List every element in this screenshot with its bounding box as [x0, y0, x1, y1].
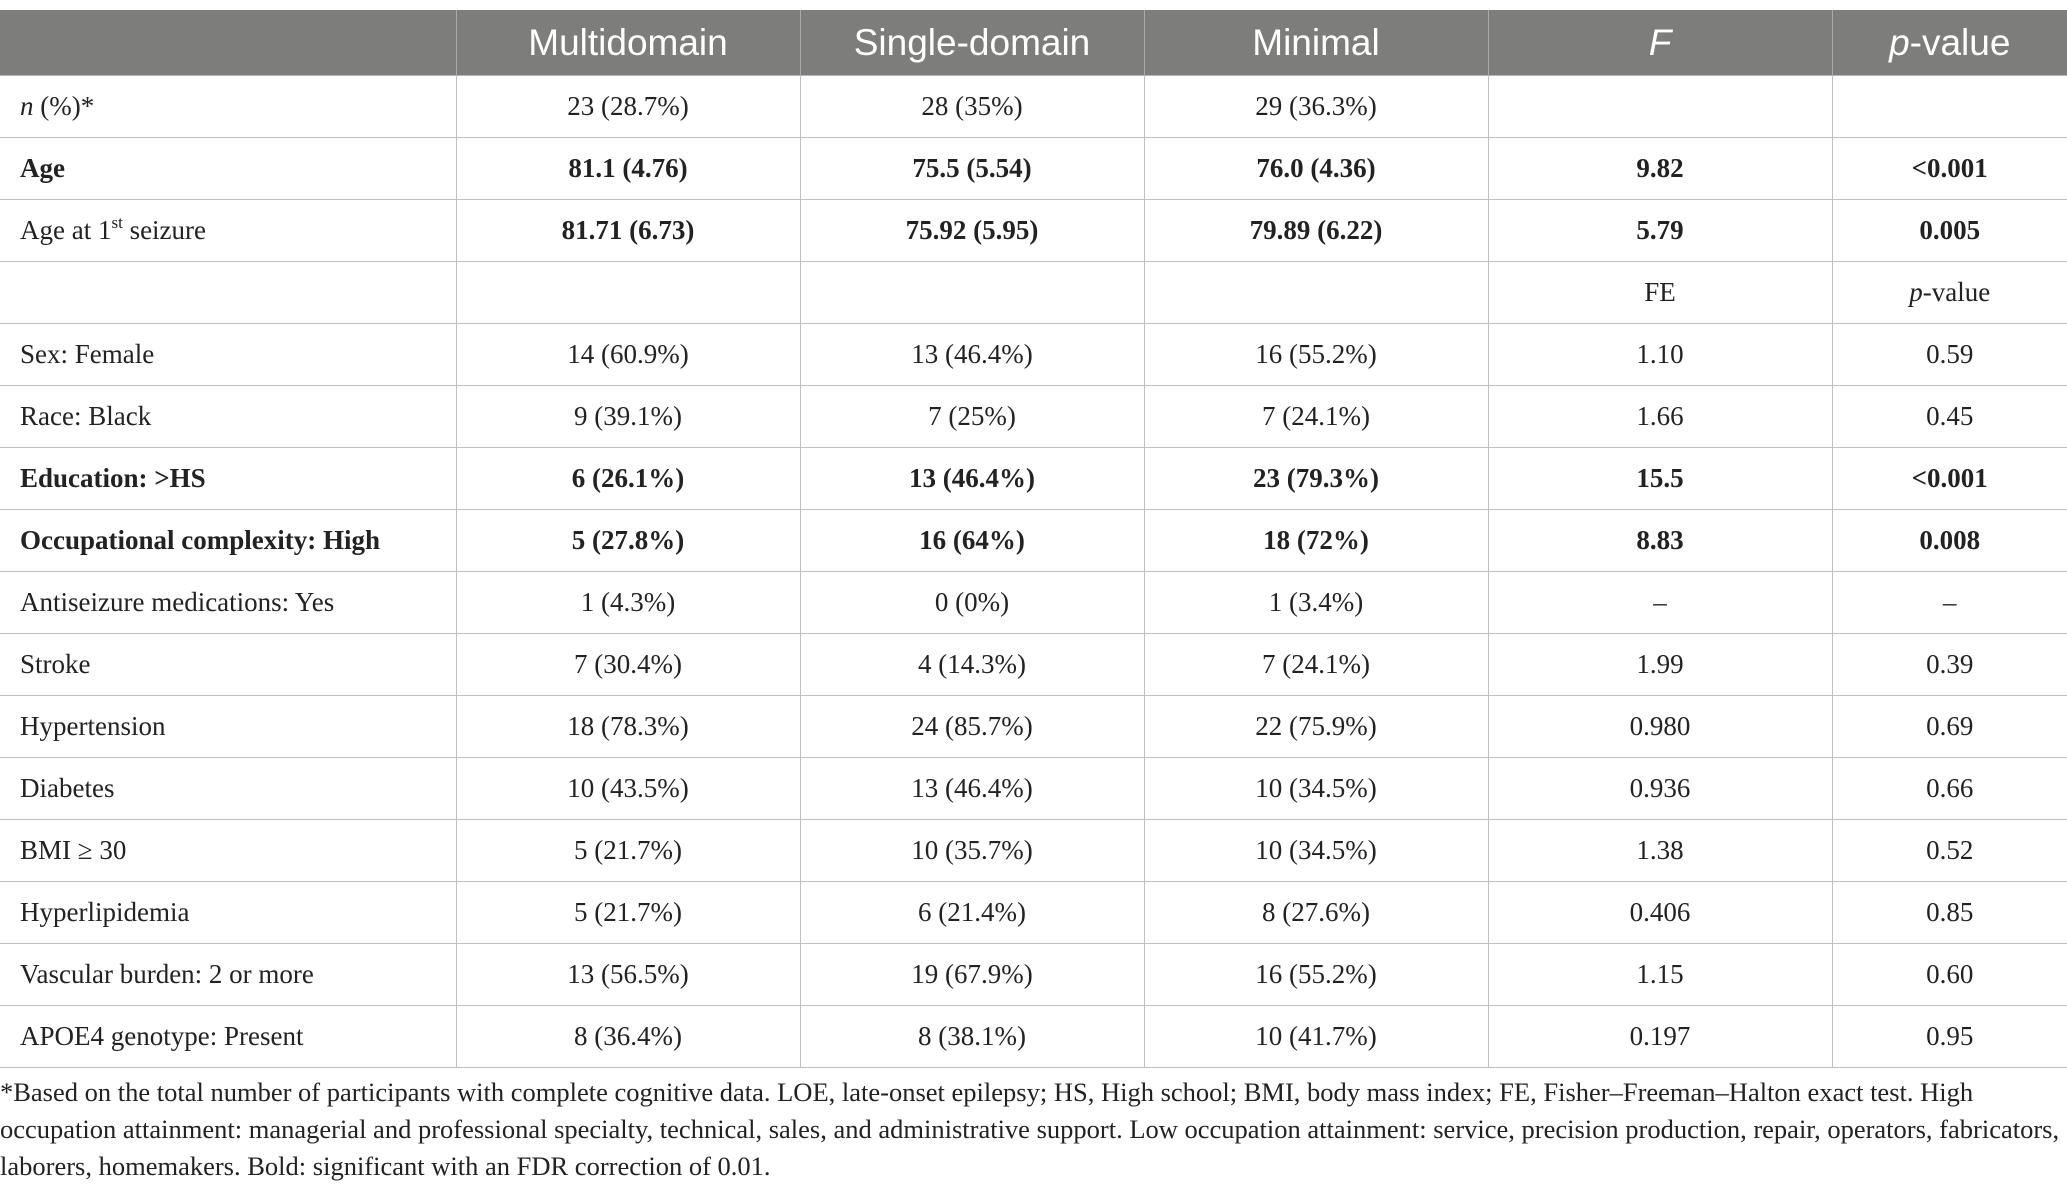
- cell-minimal: 76.0 (4.36): [1144, 138, 1488, 200]
- row-label: Age: [0, 138, 456, 200]
- cell-multidomain: [456, 262, 800, 324]
- cell-minimal: 10 (41.7%): [1144, 1006, 1488, 1068]
- cell-statistic: 1.10: [1488, 324, 1832, 386]
- cell-statistic: 8.83: [1488, 510, 1832, 572]
- cell-multidomain: 14 (60.9%): [456, 324, 800, 386]
- cell-multidomain: 18 (78.3%): [456, 696, 800, 758]
- row-label: Race: Black: [0, 386, 456, 448]
- row-label: Occupational complexity: High: [0, 510, 456, 572]
- cell-multidomain: 23 (28.7%): [456, 76, 800, 138]
- cell-single-domain: 8 (38.1%): [800, 1006, 1144, 1068]
- cell-p-value: <0.001: [1832, 448, 2067, 510]
- table-row: [0, 758, 2067, 820]
- cell-single-domain: 75.5 (5.54): [800, 138, 1144, 200]
- table-row: [0, 1006, 2067, 1068]
- table-row: [0, 200, 2067, 262]
- table-row: [0, 448, 2067, 510]
- header-row: [0, 10, 2067, 76]
- cell-p-value: 0.45: [1832, 386, 2067, 448]
- row-label: Education: >HS: [0, 448, 456, 510]
- table-row: [0, 572, 2067, 634]
- row-label: n (%)*: [0, 76, 456, 138]
- cell-multidomain: 13 (56.5%): [456, 944, 800, 1006]
- header-minimal: Minimal: [1144, 10, 1488, 76]
- cell-multidomain: 81.71 (6.73): [456, 200, 800, 262]
- row-label: Stroke: [0, 634, 456, 696]
- table-body: [0, 76, 2067, 1068]
- cell-multidomain: 9 (39.1%): [456, 386, 800, 448]
- cell-p-value: 0.39: [1832, 634, 2067, 696]
- cell-p-value: 0.95: [1832, 1006, 2067, 1068]
- cell-multidomain: 81.1 (4.76): [456, 138, 800, 200]
- table-header: [0, 10, 2067, 76]
- cell-minimal: 8 (27.6%): [1144, 882, 1488, 944]
- cell-minimal: 18 (72%): [1144, 510, 1488, 572]
- cell-minimal: 23 (79.3%): [1144, 448, 1488, 510]
- cell-minimal: 16 (55.2%): [1144, 944, 1488, 1006]
- table-row: [0, 76, 2067, 138]
- table-row: [0, 324, 2067, 386]
- cell-single-domain: 75.92 (5.95): [800, 200, 1144, 262]
- cell-minimal: 1 (3.4%): [1144, 572, 1488, 634]
- cell-p-value: 0.008: [1832, 510, 2067, 572]
- cell-statistic: 1.38: [1488, 820, 1832, 882]
- header-p-value: p-value: [1832, 10, 2067, 76]
- subheader-fe: FE: [1488, 262, 1832, 324]
- cell-single-domain: 16 (64%): [800, 510, 1144, 572]
- row-label: BMI ≥ 30: [0, 820, 456, 882]
- table-row: [0, 882, 2067, 944]
- table-row: [0, 510, 2067, 572]
- header-single-domain: Single-domain: [800, 10, 1144, 76]
- cell-p-value: 0.66: [1832, 758, 2067, 820]
- row-label: Age at 1st seizure: [0, 200, 456, 262]
- row-label: Antiseizure medications: Yes: [0, 572, 456, 634]
- cell-p-value: 0.59: [1832, 324, 2067, 386]
- cell-statistic: 9.82: [1488, 138, 1832, 200]
- cell-multidomain: 6 (26.1%): [456, 448, 800, 510]
- cell-multidomain: 1 (4.3%): [456, 572, 800, 634]
- cell-statistic: 0.936: [1488, 758, 1832, 820]
- cell-minimal: 7 (24.1%): [1144, 386, 1488, 448]
- cell-single-domain: 10 (35.7%): [800, 820, 1144, 882]
- cell-p-value: 0.005: [1832, 200, 2067, 262]
- cell-multidomain: 8 (36.4%): [456, 1006, 800, 1068]
- table-row: [0, 386, 2067, 448]
- cell-statistic: 0.406: [1488, 882, 1832, 944]
- header-multidomain: Multidomain: [456, 10, 800, 76]
- cell-single-domain: 6 (21.4%): [800, 882, 1144, 944]
- table-row: [0, 696, 2067, 758]
- header-f-statistic: F: [1488, 10, 1832, 76]
- cell-p-value: 0.52: [1832, 820, 2067, 882]
- cell-single-domain: 13 (46.4%): [800, 324, 1144, 386]
- cell-minimal: 22 (75.9%): [1144, 696, 1488, 758]
- cell-statistic: 1.99: [1488, 634, 1832, 696]
- cell-p-value: 0.69: [1832, 696, 2067, 758]
- cell-minimal: 10 (34.5%): [1144, 820, 1488, 882]
- cell-multidomain: 5 (21.7%): [456, 882, 800, 944]
- cell-statistic: 15.5: [1488, 448, 1832, 510]
- table-row: [0, 944, 2067, 1006]
- cell-minimal: 10 (34.5%): [1144, 758, 1488, 820]
- cell-statistic: 1.66: [1488, 386, 1832, 448]
- cell-statistic: 1.15: [1488, 944, 1832, 1006]
- row-label: Hyperlipidemia: [0, 882, 456, 944]
- cell-p-value: 0.60: [1832, 944, 2067, 1006]
- cell-single-domain: 19 (67.9%): [800, 944, 1144, 1006]
- cell-statistic: –: [1488, 572, 1832, 634]
- cell-single-domain: 13 (46.4%): [800, 758, 1144, 820]
- cell-statistic: [1488, 76, 1832, 138]
- table-row: [0, 820, 2067, 882]
- table-row: [0, 634, 2067, 696]
- row-label: [0, 262, 456, 324]
- demographics-table: [0, 10, 2067, 1068]
- subheader-p-value: p-value: [1832, 262, 2067, 324]
- cell-single-domain: 13 (46.4%): [800, 448, 1144, 510]
- cell-p-value: <0.001: [1832, 138, 2067, 200]
- cell-p-value: –: [1832, 572, 2067, 634]
- cell-minimal: 29 (36.3%): [1144, 76, 1488, 138]
- row-label: Vascular burden: 2 or more: [0, 944, 456, 1006]
- cell-single-domain: 24 (85.7%): [800, 696, 1144, 758]
- cell-single-domain: 0 (0%): [800, 572, 1144, 634]
- table-footnote: *Based on the total number of participants with complete cognitive data. LOE, late-onset epilepsy; HS, High school; BMI, body mass index; FE, Fisher–Freeman–Halton exact test. High occupation attainment: managerial and professional specialty, technical, sales, and administrative support. Low occupation attainment: service, precision production, repair, operators, fabricators, laborers, homemakers. Bold: significant with an FDR correction of 0.01.: [0, 1077, 2060, 1181]
- cell-minimal: 16 (55.2%): [1144, 324, 1488, 386]
- subheader-row: [0, 262, 2067, 324]
- cell-multidomain: 7 (30.4%): [456, 634, 800, 696]
- cell-single-domain: [800, 262, 1144, 324]
- cell-multidomain: 5 (27.8%): [456, 510, 800, 572]
- header-label-column: [0, 10, 456, 76]
- cell-multidomain: 10 (43.5%): [456, 758, 800, 820]
- cell-statistic: 0.197: [1488, 1006, 1832, 1068]
- cell-p-value: [1832, 76, 2067, 138]
- row-label: Hypertension: [0, 696, 456, 758]
- cell-multidomain: 5 (21.7%): [456, 820, 800, 882]
- cell-statistic: 0.980: [1488, 696, 1832, 758]
- row-label: APOE4 genotype: Present: [0, 1006, 456, 1068]
- row-label: Diabetes: [0, 758, 456, 820]
- cell-p-value: 0.85: [1832, 882, 2067, 944]
- cell-minimal: 7 (24.1%): [1144, 634, 1488, 696]
- cell-single-domain: 4 (14.3%): [800, 634, 1144, 696]
- cell-single-domain: 7 (25%): [800, 386, 1144, 448]
- row-label: Sex: Female: [0, 324, 456, 386]
- cell-single-domain: 28 (35%): [800, 76, 1144, 138]
- cell-minimal: 79.89 (6.22): [1144, 200, 1488, 262]
- cell-minimal: [1144, 262, 1488, 324]
- table-row: [0, 138, 2067, 200]
- cell-statistic: 5.79: [1488, 200, 1832, 262]
